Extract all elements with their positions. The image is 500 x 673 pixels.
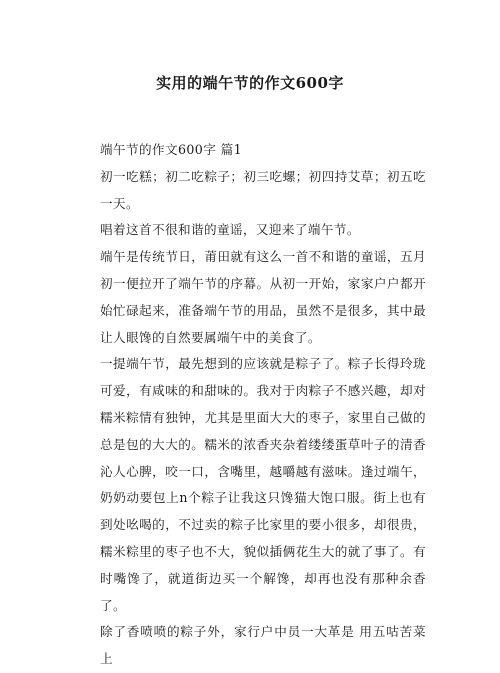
- paragraph-5: 除了香喷喷的粽子外，家行户中员一大革是 用五咕苦菜上: [100, 624, 426, 667]
- paragraph-1: 初一吃糕；初二吃粽子；初三吃螺；初四持艾草；初五吃一天。: [100, 168, 426, 211]
- document-body: [100, 137, 426, 673]
- paragraph-3: 端午是传统节日，莆田就有这么一首不和谐的童谣，五月初一便拉开了端午节的序幕。从初一开始，家家户户都开始忙碌起来，准备端午节的用品，虽然不是很多，其中最让人眼馋的自然要属端午中的美食了。: [100, 249, 426, 345]
- paragraph-4: 一提端午节，最先想到的应该就是粽子了。粽子长得玲珑可爱，有咸味的和甜味的。我对于肉粽子不感兴趣，却对糯米粽情有独钟，尤其是里面大大的枣子，家里自己做的总是包的大大的。糯米的浓香夹杂着缕缕蛋草叶子的清香沁人心脾，咬一口，含嘴里，越嚼越有滋味。逢过端午，奶奶动要包上n个粽子让我这只馋猫大饱口服。街上也有到处吆喝的，不过卖的粽子比家里的要小很多，却很贵，糯米粽里的枣子也不大，貌似插俩花生大的就了事了。有时嘴馋了，就道街边买一个解馋，却再也没有那种余香了。: [100, 356, 426, 613]
- essay-heading: 端午节的作文600字 篇1: [100, 142, 243, 157]
- document-title: 实用的端午节的作文600字: [156, 74, 344, 92]
- paragraph-2: 唱着这首不很和谐的童谣，又迎来了端午节。: [100, 222, 360, 238]
